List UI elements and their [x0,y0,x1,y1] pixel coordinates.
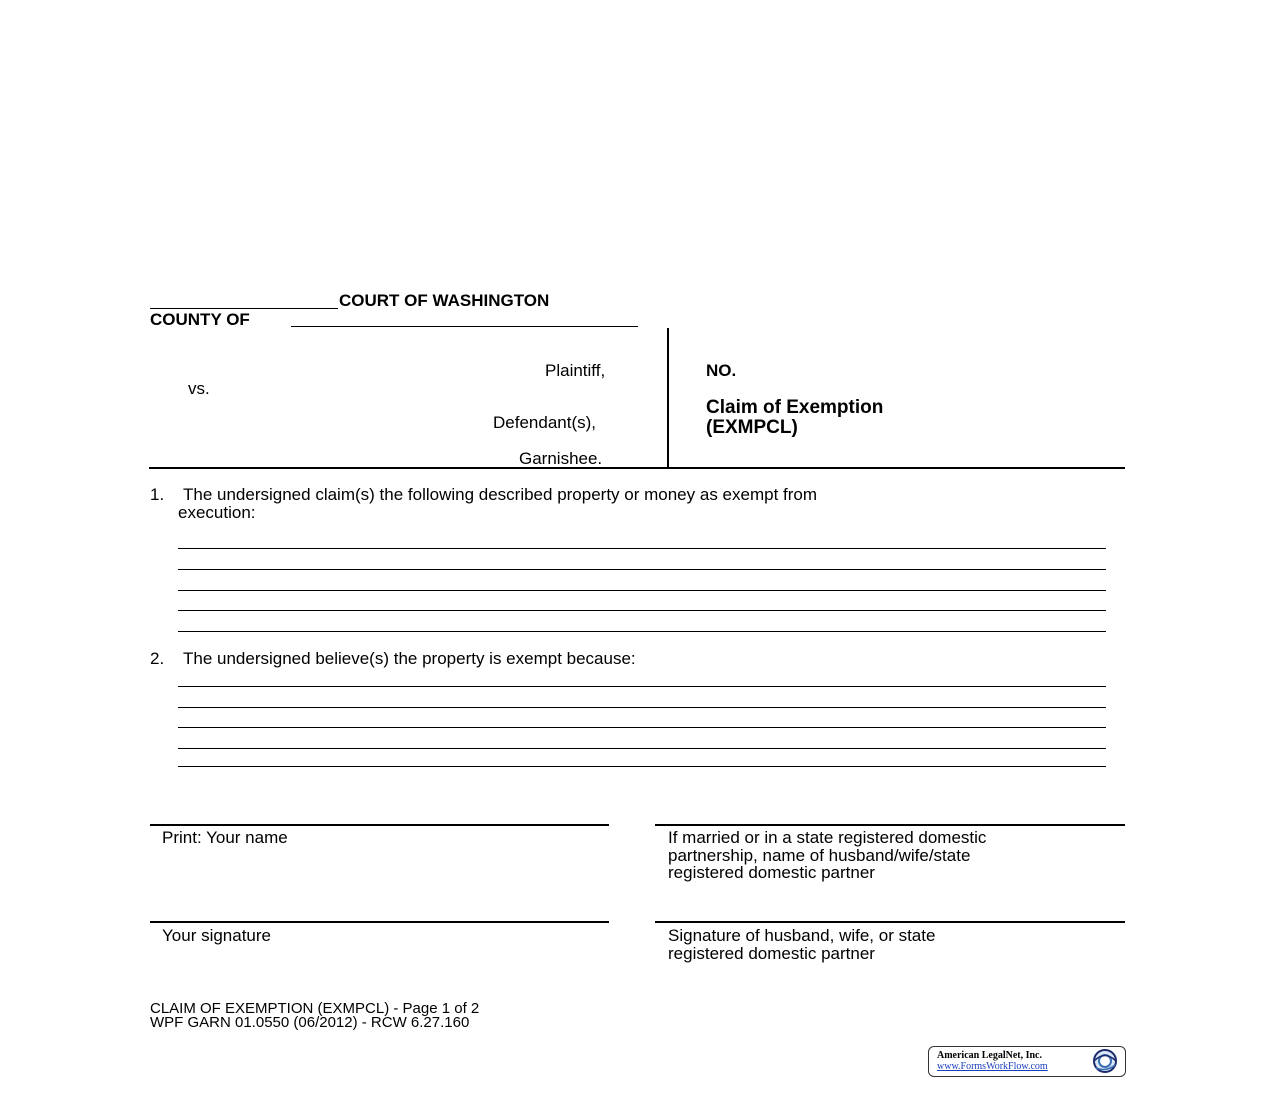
section1-number: 1. [150,485,165,504]
county-blank[interactable] [291,326,638,327]
logo-company-name: American LegalNet, Inc. [937,1050,1042,1061]
your-signature-line[interactable] [150,921,609,923]
print-name-line[interactable] [150,824,609,826]
court-name-blank[interactable] [150,308,338,309]
section1-text-line2: execution: [178,503,256,522]
court-title: COURT OF WASHINGTON [339,291,550,310]
garnishee-label: Garnishee. [519,449,603,468]
plaintiff-label: Plaintiff, [545,361,606,380]
reason-line[interactable] [178,766,1106,767]
section1-text-line1: The undersigned claim(s) the following described property or money as exempt from [183,485,818,504]
spouse-signature-label-line1: Signature of husband, wife, or state [668,926,936,945]
reason-line[interactable] [178,748,1106,749]
reason-line[interactable] [178,707,1106,708]
your-signature-label: Your signature [162,926,272,945]
globe-icon [1089,1048,1121,1074]
document-code: (EXMPCL) [706,417,798,438]
legalnet-logo[interactable] [928,1046,1126,1077]
caption-divider [667,328,669,468]
section2-number: 2. [150,649,165,668]
property-line[interactable] [178,610,1106,611]
property-line[interactable] [178,569,1106,570]
county-label: COUNTY OF [150,310,250,329]
vs-label: vs. [188,379,210,398]
defendant-label: Defendant(s), [493,413,596,432]
spouse-name-label-line3: registered domestic partner [668,863,875,882]
property-line[interactable] [178,590,1106,591]
spouse-signature-line[interactable] [655,921,1125,923]
property-line[interactable] [178,631,1106,632]
reason-line[interactable] [178,686,1106,687]
footer-form-citation: WPF GARN 01.0550 (06/2012) - RCW 6.27.160 [150,1014,470,1031]
spouse-name-label-line2: partnership, name of husband/wife/state [668,846,971,865]
spouse-signature-label-line2: registered domestic partner [668,944,875,963]
logo-url-link[interactable]: www.FormsWorkFlow.com [937,1061,1048,1072]
reason-line[interactable] [178,727,1106,728]
case-number-label: NO. [706,361,737,380]
spouse-name-line[interactable] [655,824,1125,826]
print-name-label: Print: Your name [162,828,288,847]
spouse-name-label-line1: If married or in a state registered domestic [668,828,987,847]
caption-bottom-rule [149,467,1125,469]
document-title: Claim of Exemption [706,397,884,418]
section2-text: The undersigned believe(s) the property is exempt because: [183,649,636,668]
footer-form-title: CLAIM OF EXEMPTION (EXMPCL) - Page 1 of 2 [150,1000,480,1017]
property-line[interactable] [178,548,1106,549]
